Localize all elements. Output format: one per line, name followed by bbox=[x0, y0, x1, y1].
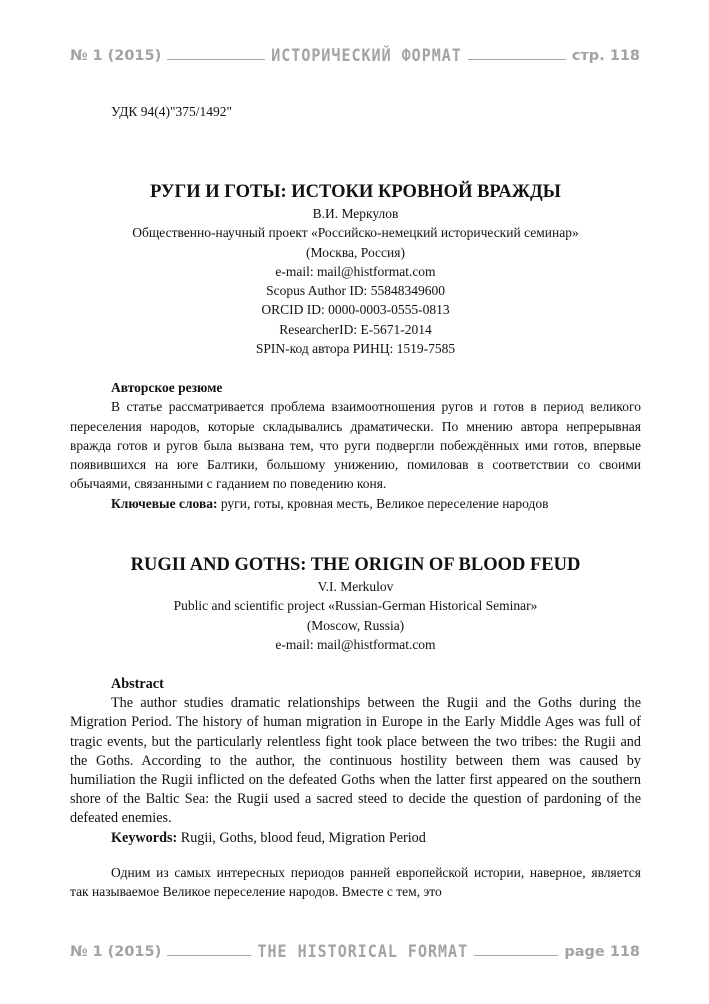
english-abstract-heading: Abstract bbox=[111, 676, 164, 692]
russian-affiliation: Общественно-научный проект «Российско-немецкий исторический семинар» bbox=[132, 225, 579, 241]
english-title-block bbox=[70, 553, 641, 654]
english-keywords bbox=[70, 829, 641, 848]
footer-rule-right bbox=[474, 955, 558, 956]
english-affiliation: Public and scientific project «Russian-German Historical Seminar» bbox=[173, 598, 538, 614]
english-email: e-mail: mail@histformat.com bbox=[275, 636, 436, 652]
russian-abstract-heading: Авторское резюме bbox=[111, 380, 223, 395]
english-author: V.I. Merkulov bbox=[317, 579, 394, 594]
russian-title-block bbox=[70, 180, 641, 358]
english-title: RUGII AND GOTHS: THE ORIGIN OF BLOOD FEUD bbox=[130, 555, 581, 575]
researcher-id: ResearcherID: E-5671-2014 bbox=[279, 321, 432, 337]
header-issue: № 1 (2015) bbox=[70, 48, 162, 64]
header-rule-right bbox=[468, 59, 566, 60]
footer-issue: № 1 (2015) bbox=[70, 944, 162, 960]
russian-email: e-mail: mail@histformat.com bbox=[275, 263, 436, 279]
russian-keywords bbox=[70, 494, 641, 513]
russian-author: В.И. Меркулов bbox=[312, 206, 399, 221]
russian-title: РУГИ И ГОТЫ: ИСТОКИ КРОВНОЙ ВРАЖДЫ bbox=[150, 182, 561, 202]
english-abstract-text: The author studies dramatic relationships between the Rugii and the Goths during the Migration Period. The history of human migration in Europe in the Early Middle Ages was full of tragic events, but the particularly relentless fight took place between the two tribes: the Rugii and the Goths. According to the author, the continuous hostility between them was caused by humiliation the Rugii inflicted on the defeated Goths when the latter first appeared on the southern shore of the Baltic Sea: the Rugii used a sacred steed to decide the question of pardoning of the defeated enemies. bbox=[70, 695, 641, 827]
russian-abstract-text: В статье рассматривается проблема взаимоотношения ругов и готов в период великого переселения народов, которые складывались драматически. По мнению автора непрерывная вражда готов и ругов была вызвана тем, что руги подвергли побеждённых ими готов, впервые появившихся на юге Балтики, большому унижению, помиловав в соответствии со своими обычаями, связанными с гаданием по поведению коня. bbox=[70, 399, 641, 492]
russian-keywords-list: руги, готы, кровная месть, Великое переселение народов bbox=[217, 495, 549, 511]
running-footer bbox=[70, 938, 640, 960]
spin-code: SPIN-код автора РИНЦ: 1519-7585 bbox=[255, 341, 456, 357]
russian-location: (Москва, Россия) bbox=[306, 244, 405, 260]
body-text bbox=[70, 863, 641, 902]
udk-code: УДК 94(4)"375/1492" bbox=[111, 104, 233, 119]
english-keywords-list: Rugii, Goths, blood feud, Migration Period bbox=[177, 829, 426, 846]
scopus-id: Scopus Author ID: 55848349600 bbox=[266, 283, 445, 299]
english-keywords-label: Keywords: bbox=[111, 829, 178, 846]
english-location: (Moscow, Russia) bbox=[306, 617, 405, 633]
running-header bbox=[70, 42, 640, 64]
footer-page-number: page 118 bbox=[564, 944, 641, 960]
header-rule-left bbox=[167, 59, 265, 60]
header-journal-title: ИСТОРИЧЕСКИЙ ФОРМАТ bbox=[271, 44, 462, 66]
english-abstract bbox=[70, 675, 641, 848]
orcid-id: ORCID ID: 0000-0003-0555-0813 bbox=[261, 302, 450, 318]
header-page-number: стр. 118 bbox=[571, 48, 641, 64]
footer-rule-left bbox=[167, 955, 251, 956]
russian-abstract bbox=[70, 378, 641, 513]
body-intro-paragraph: Одним из самых интересных периодов ранней европейской истории, наверное, является так называемое Великое переселение народов. Вместе с тем, это bbox=[70, 865, 641, 900]
footer-journal-title: THE HISTORICAL FORMAT bbox=[257, 940, 469, 962]
russian-keywords-label: Ключевые слова: bbox=[111, 495, 218, 511]
